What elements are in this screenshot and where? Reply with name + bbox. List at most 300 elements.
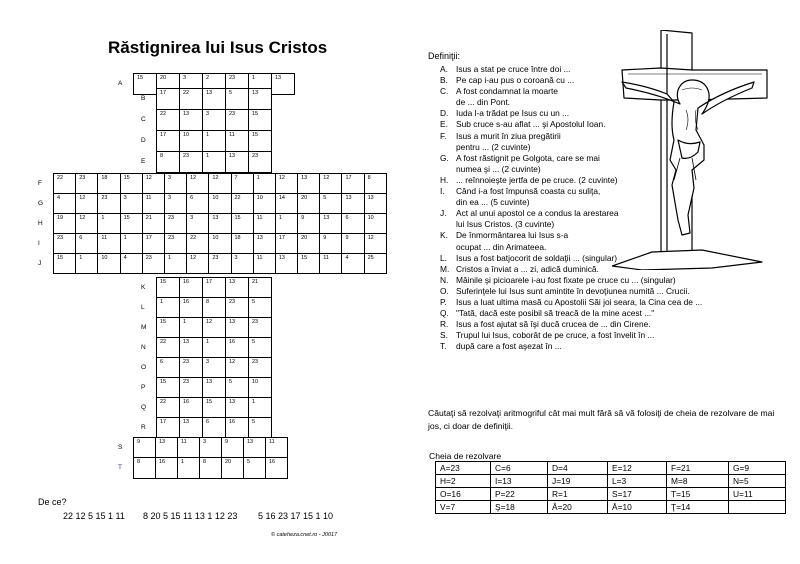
row-label: A	[118, 80, 123, 87]
grid-cell[interactable]	[248, 151, 272, 173]
grid-cell[interactable]	[199, 437, 222, 459]
definition-letter: K.	[440, 230, 448, 241]
grid-cell[interactable]	[208, 173, 231, 194]
cell-number: 13	[229, 399, 236, 405]
grid-cell[interactable]	[120, 233, 143, 254]
grid-cell[interactable]	[164, 173, 187, 194]
cell-number: 23	[79, 175, 86, 181]
grid-cell[interactable]	[156, 130, 180, 152]
grid-cell[interactable]	[248, 337, 272, 359]
cell-number: 5	[229, 379, 233, 385]
grid-cell[interactable]	[225, 297, 249, 319]
grid-cell[interactable]	[265, 437, 288, 459]
grid-cell[interactable]	[156, 397, 180, 419]
grid-cell[interactable]	[208, 233, 231, 254]
cell-number: 15	[301, 255, 308, 261]
definition-text: Cristos a înviat a ... zi, adică duminică.	[456, 263, 599, 274]
grid-cell[interactable]	[225, 88, 249, 110]
definition-text: A fost răstignit pe Golgota, care se mai	[456, 152, 600, 163]
grid-cell[interactable]	[231, 213, 254, 234]
grid-cell[interactable]	[319, 213, 342, 234]
grid-cell[interactable]	[179, 297, 203, 319]
grid-cell[interactable]	[156, 151, 180, 173]
definition-text: după care a fost aşezat în ...	[456, 341, 562, 352]
definition-text: ... reînnoieşte jertfa de pe cruce. (2 cuvinte)	[456, 174, 618, 185]
grid-cell[interactable]	[133, 457, 156, 479]
cell-number: 12	[145, 175, 152, 181]
cell-number: 14	[278, 195, 285, 201]
grid-cell[interactable]	[248, 317, 272, 339]
cell-number: 15	[160, 379, 167, 385]
grid-cell[interactable]	[75, 193, 98, 214]
cell-number: 17	[345, 175, 352, 181]
grid-cell[interactable]	[231, 193, 254, 214]
definition-text: Pe cap i-au pus o coroană cu ...	[456, 75, 575, 86]
grid-cell[interactable]	[208, 193, 231, 214]
grid-cell[interactable]	[156, 297, 180, 319]
key-row	[436, 488, 786, 501]
grid-cell[interactable]	[75, 173, 98, 194]
key-cell: U=11	[729, 488, 786, 501]
grid-cell[interactable]	[297, 233, 320, 254]
grid-cell[interactable]	[120, 173, 143, 194]
cell-number: 12	[79, 215, 86, 221]
grid-cell[interactable]	[177, 457, 200, 479]
grid-cell[interactable]	[319, 253, 342, 274]
row-label: C	[141, 116, 146, 123]
cell-number: 6	[206, 419, 210, 425]
grid-row-p	[156, 377, 272, 398]
cell-number: 20	[301, 235, 308, 241]
grid-cell[interactable]	[225, 377, 249, 399]
definition-letter: G.	[440, 152, 449, 163]
grid-cell[interactable]	[364, 233, 387, 254]
grid-cell[interactable]	[133, 73, 157, 95]
definition-text: Sub cruce s-au aflat ... şi Apostolul Ioan.	[456, 119, 606, 130]
grid-cell[interactable]	[208, 253, 231, 274]
cell-number: 15	[160, 279, 167, 285]
grid-cell[interactable]	[253, 233, 276, 254]
grid-cell[interactable]	[186, 233, 209, 254]
cell-number: 12	[190, 255, 197, 261]
key-cell: V=7	[436, 501, 491, 514]
grid-cell[interactable]	[202, 151, 226, 173]
grid-cell[interactable]	[199, 457, 222, 479]
cell-number: 16	[159, 459, 166, 465]
grid-cell[interactable]	[179, 377, 203, 399]
cell-number: 12	[229, 359, 236, 365]
cell-number: 23	[229, 111, 236, 117]
cell-number: 20	[160, 75, 167, 81]
cell-number: 5	[323, 195, 327, 201]
cell-number: 16	[269, 459, 276, 465]
question-label: De ce?	[38, 497, 67, 507]
grid-cell[interactable]	[231, 233, 254, 254]
cell-number: 13	[206, 90, 213, 96]
grid-cell[interactable]	[297, 193, 320, 214]
row-label: O	[141, 364, 147, 371]
grid-cell[interactable]	[364, 173, 387, 194]
row-label: F	[38, 180, 42, 187]
key-cell: Ţ=14	[667, 501, 729, 514]
definition-letter: P.	[440, 296, 447, 307]
key-cell: Ş=18	[491, 501, 548, 514]
cell-number: 12	[323, 175, 330, 181]
grid-cell[interactable]	[319, 193, 342, 214]
grid-cell[interactable]	[97, 233, 120, 254]
grid-cell[interactable]	[341, 233, 364, 254]
grid-cell[interactable]	[179, 357, 203, 379]
cell-number: 8	[160, 153, 164, 159]
grid-cell[interactable]	[275, 193, 298, 214]
cell-number: 8	[367, 175, 371, 181]
key-cell: J=19	[548, 475, 608, 488]
grid-cell[interactable]	[297, 173, 320, 194]
cell-number: 16	[229, 339, 236, 345]
cell-number: 3	[203, 439, 207, 445]
grid-cell[interactable]	[142, 213, 165, 234]
key-title: Cheia de rezolvare	[429, 451, 502, 461]
cell-number: 10	[252, 379, 259, 385]
grid-cell[interactable]	[202, 377, 226, 399]
grid-cell[interactable]	[231, 253, 254, 274]
grid-row-q	[156, 397, 272, 418]
row-label: S	[118, 444, 123, 451]
grid-cell[interactable]	[253, 173, 276, 194]
cell-number: 16	[229, 419, 236, 425]
cell-number: 13	[159, 439, 166, 445]
cell-number: 22	[57, 175, 64, 181]
grid-cell[interactable]	[186, 253, 209, 274]
grid-cell[interactable]	[248, 130, 272, 152]
definitions-title: Definiţii:	[428, 51, 461, 61]
grid-cell[interactable]	[202, 417, 226, 439]
cell-number: 23	[101, 195, 108, 201]
grid-cell[interactable]	[364, 213, 387, 234]
grid-cell[interactable]	[53, 253, 76, 274]
cell-number: 20	[301, 195, 308, 201]
key-cell: O=16	[436, 488, 491, 501]
cell-number: 10	[183, 132, 190, 138]
definition-item	[440, 341, 702, 352]
grid-cell[interactable]	[221, 457, 244, 479]
grid-cell[interactable]	[202, 109, 226, 131]
grid-cell[interactable]	[177, 437, 200, 459]
grid-cell[interactable]	[156, 377, 180, 399]
grid-cell[interactable]	[248, 357, 272, 379]
cell-number: 6	[345, 215, 349, 221]
cell-number: 13	[183, 419, 190, 425]
grid-cell[interactable]	[253, 213, 276, 234]
grid-cell[interactable]	[253, 253, 276, 274]
cell-number: 9	[225, 439, 229, 445]
cell-number: 1	[252, 399, 256, 405]
grid-cell[interactable]	[253, 193, 276, 214]
grid-cell[interactable]	[120, 213, 143, 234]
row-label: J	[38, 260, 42, 267]
key-cell: F=21	[667, 462, 729, 475]
grid-cell[interactable]	[156, 88, 180, 110]
grid-row-l	[156, 297, 272, 318]
row-label: I	[38, 240, 40, 247]
cell-number: 1	[183, 319, 187, 325]
hidden-word-3: 5 16 23 17 15 1 10	[258, 511, 334, 521]
grid-cell[interactable]	[164, 253, 187, 274]
cell-number: 23	[145, 255, 152, 261]
cell-number: 13	[252, 90, 259, 96]
grid-cell[interactable]	[179, 317, 203, 339]
grid-cell[interactable]	[297, 253, 320, 274]
cell-number: 15	[123, 215, 130, 221]
grid-cell[interactable]	[275, 233, 298, 254]
definition-item	[440, 286, 702, 297]
row-label: L	[141, 304, 145, 311]
grid-cell[interactable]	[364, 193, 387, 214]
cell-number: 15	[234, 215, 241, 221]
definition-letter: E.	[440, 119, 448, 130]
grid-cell[interactable]	[186, 213, 209, 234]
definition-letter: O.	[440, 285, 449, 296]
grid-cell[interactable]	[53, 213, 76, 234]
definition-text: Isus a luat ultima masă cu Apostolii Săi joi seara, la Cina cea de ...	[456, 296, 703, 307]
grid-cell[interactable]	[164, 213, 187, 234]
cell-number: 11	[145, 195, 152, 201]
cell-number: 12	[212, 175, 219, 181]
grid-cell[interactable]	[243, 457, 266, 479]
grid-cell[interactable]	[225, 337, 249, 359]
grid-cell[interactable]	[248, 377, 272, 399]
grid-cell[interactable]	[179, 109, 203, 131]
grid-row-j	[53, 253, 387, 274]
grid-cell[interactable]	[225, 397, 249, 419]
grid-row-c	[156, 109, 272, 130]
cell-number: 3	[206, 111, 210, 117]
grid-row-i	[53, 233, 387, 254]
cell-number: 12	[278, 175, 285, 181]
grid-cell[interactable]	[186, 193, 209, 214]
cell-number: 10	[212, 195, 219, 201]
grid-row-o	[156, 357, 272, 378]
definition-text: "Tată, dacă este posibil să treacă de la mine acest ..."	[456, 308, 655, 319]
grid-cell[interactable]	[156, 277, 180, 299]
cell-number: 22	[160, 339, 167, 345]
grid-cell[interactable]	[231, 173, 254, 194]
grid-row-h	[53, 213, 387, 234]
cell-number: 1	[256, 175, 260, 181]
grid-cell[interactable]	[248, 397, 272, 419]
cell-number: 8	[137, 459, 141, 465]
definition-text: Trupul lui Isus, coborât de pe cruce, a fost învelit în ...	[456, 330, 655, 341]
definition-letter: H.	[440, 174, 449, 185]
row-label: H	[38, 220, 43, 227]
grid-cell[interactable]	[202, 357, 226, 379]
cell-number: 23	[183, 153, 190, 159]
grid-cell[interactable]	[275, 253, 298, 274]
grid-cell[interactable]	[97, 173, 120, 194]
grid-cell[interactable]	[225, 109, 249, 131]
grid-cell[interactable]	[225, 417, 249, 439]
cell-number: 15	[160, 319, 167, 325]
cell-number: 13	[206, 379, 213, 385]
grid-cell[interactable]	[225, 357, 249, 379]
grid-cell[interactable]	[248, 277, 272, 299]
grid-cell[interactable]	[265, 457, 288, 479]
cell-number: 5	[252, 419, 256, 425]
grid-cell[interactable]	[164, 233, 187, 254]
definition-letter	[440, 242, 456, 253]
grid-cell[interactable]	[202, 88, 226, 110]
cell-number: 23	[252, 153, 259, 159]
grid-cell[interactable]	[225, 130, 249, 152]
cell-number: 1	[181, 459, 185, 465]
grid-cell[interactable]	[97, 253, 120, 274]
definition-text: pentru ... (2 cuvinte)	[456, 141, 531, 152]
grid-row-b	[156, 88, 272, 109]
grid-cell[interactable]	[221, 437, 244, 459]
definition-text: Act al unui apostol ce a condus la arestarea	[456, 208, 619, 219]
cell-number: 13	[229, 319, 236, 325]
grid-cell[interactable]	[202, 297, 226, 319]
grid-cell[interactable]	[248, 297, 272, 319]
definition-text: Mâinile şi picioarele i-au fost fixate pe cruce cu ... (singular)	[456, 274, 676, 285]
cell-number: 11	[269, 439, 275, 445]
cell-number: 13	[323, 215, 330, 221]
page-title: Răstignirea lui Isus Cristos	[108, 38, 328, 57]
cell-number: 17	[278, 235, 285, 241]
grid-cell[interactable]	[156, 357, 180, 379]
cell-number: 15	[137, 75, 144, 81]
row-label: T	[118, 464, 122, 471]
grid-cell[interactable]	[156, 317, 180, 339]
cell-number: 13	[183, 111, 190, 117]
grid-cell[interactable]	[319, 173, 342, 194]
grid-cell[interactable]	[75, 233, 98, 254]
grid-cell[interactable]	[155, 437, 178, 459]
cell-number: 16	[183, 299, 190, 305]
grid-cell[interactable]	[53, 233, 76, 254]
grid-cell[interactable]	[142, 173, 165, 194]
grid-cell[interactable]	[97, 213, 120, 234]
grid-cell[interactable]	[275, 173, 298, 194]
key-cell: D=4	[548, 462, 608, 475]
grid-cell[interactable]	[248, 417, 272, 439]
grid-cell[interactable]	[75, 213, 98, 234]
cell-number: 23	[167, 215, 175, 221]
row-label: M	[141, 324, 147, 331]
grid-cell[interactable]	[364, 253, 387, 274]
grid-cell[interactable]	[202, 317, 226, 339]
grid-cell[interactable]	[133, 437, 156, 459]
grid-cell[interactable]	[341, 253, 364, 274]
grid-cell[interactable]	[243, 437, 266, 459]
key-cell: H=2	[436, 475, 491, 488]
grid-row-t	[133, 457, 288, 478]
grid-cell[interactable]	[341, 193, 364, 214]
cell-number: 23	[252, 359, 259, 365]
cell-number: 17	[145, 235, 152, 241]
definition-item	[440, 308, 702, 319]
grid-cell[interactable]	[155, 457, 178, 479]
grid-cell[interactable]	[179, 88, 203, 110]
grid-cell[interactable]	[75, 253, 98, 274]
key-cell: P=22	[491, 488, 548, 501]
cell-number: 13	[212, 215, 219, 221]
definition-letter	[440, 219, 456, 230]
grid-cell[interactable]	[341, 173, 364, 194]
grid-cell[interactable]	[179, 130, 203, 152]
grid-cell[interactable]	[164, 193, 187, 214]
grid-cell[interactable]	[142, 233, 165, 254]
definition-letter: M.	[440, 263, 450, 274]
cell-number: 23	[252, 319, 259, 325]
cell-number: 22	[160, 111, 167, 117]
grid-cell[interactable]	[202, 130, 226, 152]
definition-letter: I.	[440, 186, 445, 197]
grid-cell[interactable]	[208, 213, 231, 234]
cell-number: 3	[206, 359, 210, 365]
copyright: © cateheza.cnet.ro - J0017	[271, 532, 338, 538]
grid-cell[interactable]	[97, 193, 120, 214]
grid-cell[interactable]	[341, 213, 364, 234]
cell-number: 8	[206, 299, 210, 305]
grid-cell[interactable]	[53, 173, 76, 194]
grid-cell[interactable]	[202, 337, 226, 359]
cell-number: 25	[367, 255, 374, 261]
grid-cell[interactable]	[142, 193, 165, 214]
cell-number: 5	[252, 299, 256, 305]
grid-cell[interactable]	[186, 173, 209, 194]
grid-cell[interactable]	[225, 317, 249, 339]
definition-letter	[440, 142, 456, 153]
grid-cell[interactable]	[179, 151, 203, 173]
definition-text: de ... din Pont.	[456, 97, 511, 108]
definition-letter: J.	[440, 208, 447, 219]
grid-cell[interactable]	[275, 213, 298, 234]
row-label: P	[141, 384, 146, 391]
grid-cell[interactable]	[179, 277, 203, 299]
grid-cell[interactable]	[248, 88, 272, 110]
grid-cell[interactable]	[156, 337, 180, 359]
grid-cell[interactable]	[120, 193, 143, 214]
key-cell: I=13	[491, 475, 548, 488]
grid-cell[interactable]	[156, 417, 180, 439]
key-cell: N=5	[729, 475, 786, 488]
grid-cell[interactable]	[179, 397, 203, 419]
definition-text: De înmormântarea lui Isus s-a	[456, 230, 569, 241]
cell-number: 13	[275, 75, 282, 81]
grid-cell[interactable]	[248, 109, 272, 131]
grid-cell[interactable]	[53, 193, 76, 214]
grid-cell[interactable]	[225, 277, 249, 299]
grid-cell[interactable]	[179, 337, 203, 359]
cell-number: 6	[190, 195, 194, 201]
grid-cell[interactable]	[297, 213, 320, 234]
grid-cell[interactable]	[120, 253, 143, 274]
cell-number: 1	[206, 132, 210, 138]
cell-number: 13	[247, 439, 254, 445]
grid-cell[interactable]	[156, 109, 180, 131]
grid-cell[interactable]	[319, 233, 342, 254]
grid-cell[interactable]	[179, 417, 203, 439]
grid-cell[interactable]	[202, 397, 226, 419]
cell-number: 22	[234, 195, 241, 201]
grid-cell[interactable]	[271, 73, 295, 95]
grid-cell[interactable]	[225, 151, 249, 173]
cell-number: 3	[123, 195, 127, 201]
grid-cell[interactable]	[142, 253, 165, 274]
grid-row-k	[156, 277, 272, 298]
grid-cell[interactable]	[202, 277, 226, 299]
